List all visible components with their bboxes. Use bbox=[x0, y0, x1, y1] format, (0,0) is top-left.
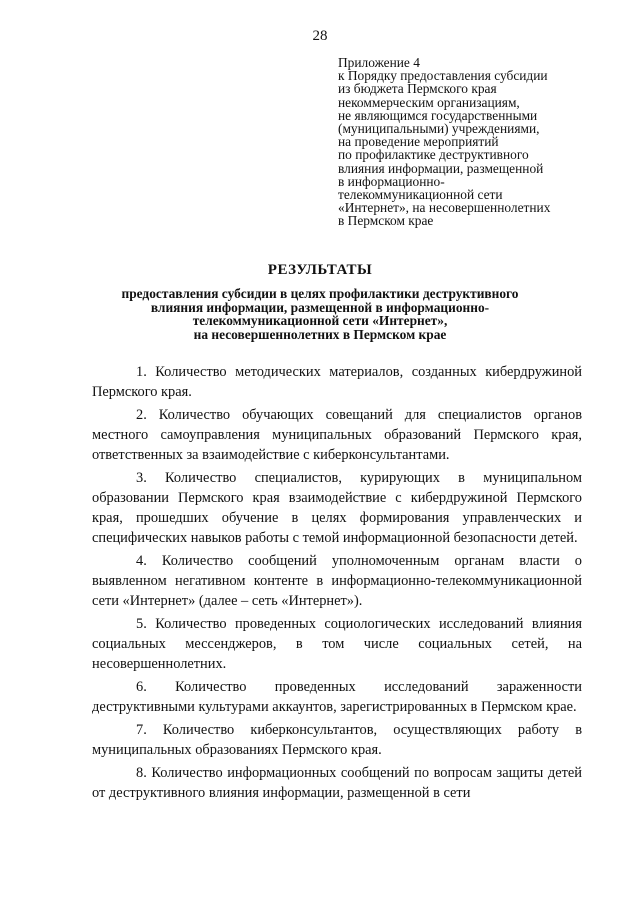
subtitle-line: предоставления субсидии в целях профилактики деструктивного bbox=[121, 286, 519, 301]
appendix-line: «Интернет», на несовершеннолетних bbox=[338, 200, 551, 216]
appendix-block bbox=[338, 56, 628, 228]
appendix-line: к Порядку предоставления субсидии bbox=[338, 68, 548, 84]
subtitle-line: телекоммуникационной сети «Интернет», bbox=[192, 313, 448, 329]
result-item-5: 5. Количество проведенных социологических исследований влияния социальных мессенджеров, в том числе социальных сетей, на несовершеннолетних. bbox=[92, 616, 582, 672]
appendix-line: на проведение мероприятий bbox=[338, 134, 499, 150]
result-item-8: 8. Количество информационных сообщений по вопросам защиты детей от деструктивного влияния информации, размещенной в сети bbox=[92, 765, 582, 801]
subtitle-line: на несовершеннолетних в Пермском крае bbox=[193, 326, 447, 342]
result-item-7: 7. Количество киберконсультантов, осуществляющих работу в муниципальных образованиях Пермского края. bbox=[92, 722, 582, 758]
result-item-4: 4. Количество сообщений уполномоченным органам власти о выявленном негативном контенте в информационно-телекоммуникационной сети «Интернет» (далее – сеть «Интернет»). bbox=[92, 553, 582, 609]
appendix-line: в Пермском крае bbox=[338, 213, 434, 229]
result-item-1: 1. Количество методических материалов, созданных кибердружиной Пермского края. bbox=[92, 364, 582, 400]
result-item-6: 6. Количество проведенных исследований зараженности деструктивными культурами аккаунтов, зарегистрированных в Пермском крае. bbox=[92, 679, 582, 715]
result-item-3: 3. Количество специалистов, курирующих в муниципальном образовании Пермского края взаимодействие с кибердружиной Пермского края, прошедших обучение в целях формирования управленческих и специфических навыков работы с темой информационной безопасности детей. bbox=[92, 470, 582, 546]
appendix-line: из бюджета Пермского края bbox=[338, 81, 497, 97]
document-title: РЕЗУЛЬТАТЫ bbox=[267, 262, 373, 278]
page-number: 28 bbox=[312, 28, 328, 44]
appendix-line: (муниципальными) учреждениями, bbox=[338, 121, 540, 137]
appendix-line: по профилактике деструктивного bbox=[338, 147, 529, 163]
results-list bbox=[92, 362, 582, 805]
appendix-line: Приложение 4 bbox=[338, 55, 420, 70]
appendix-line: в информационно- bbox=[338, 173, 445, 189]
result-item-2: 2. Количество обучающих совещаний для специалистов органов местного самоуправления муниципальных образований Пермского края, ответственных за взаимодействие с киберконсультантами. bbox=[92, 407, 582, 463]
appendix-line: не являющимся государственными bbox=[338, 107, 538, 123]
subtitle-line: влияния информации, размещенной в информационно- bbox=[150, 299, 490, 315]
document-subtitle bbox=[0, 287, 640, 341]
appendix-line: телекоммуникационной сети bbox=[338, 187, 503, 203]
appendix-line: влияния информации, размещенной bbox=[338, 160, 544, 176]
appendix-line: некоммерческим организациям, bbox=[338, 94, 520, 110]
